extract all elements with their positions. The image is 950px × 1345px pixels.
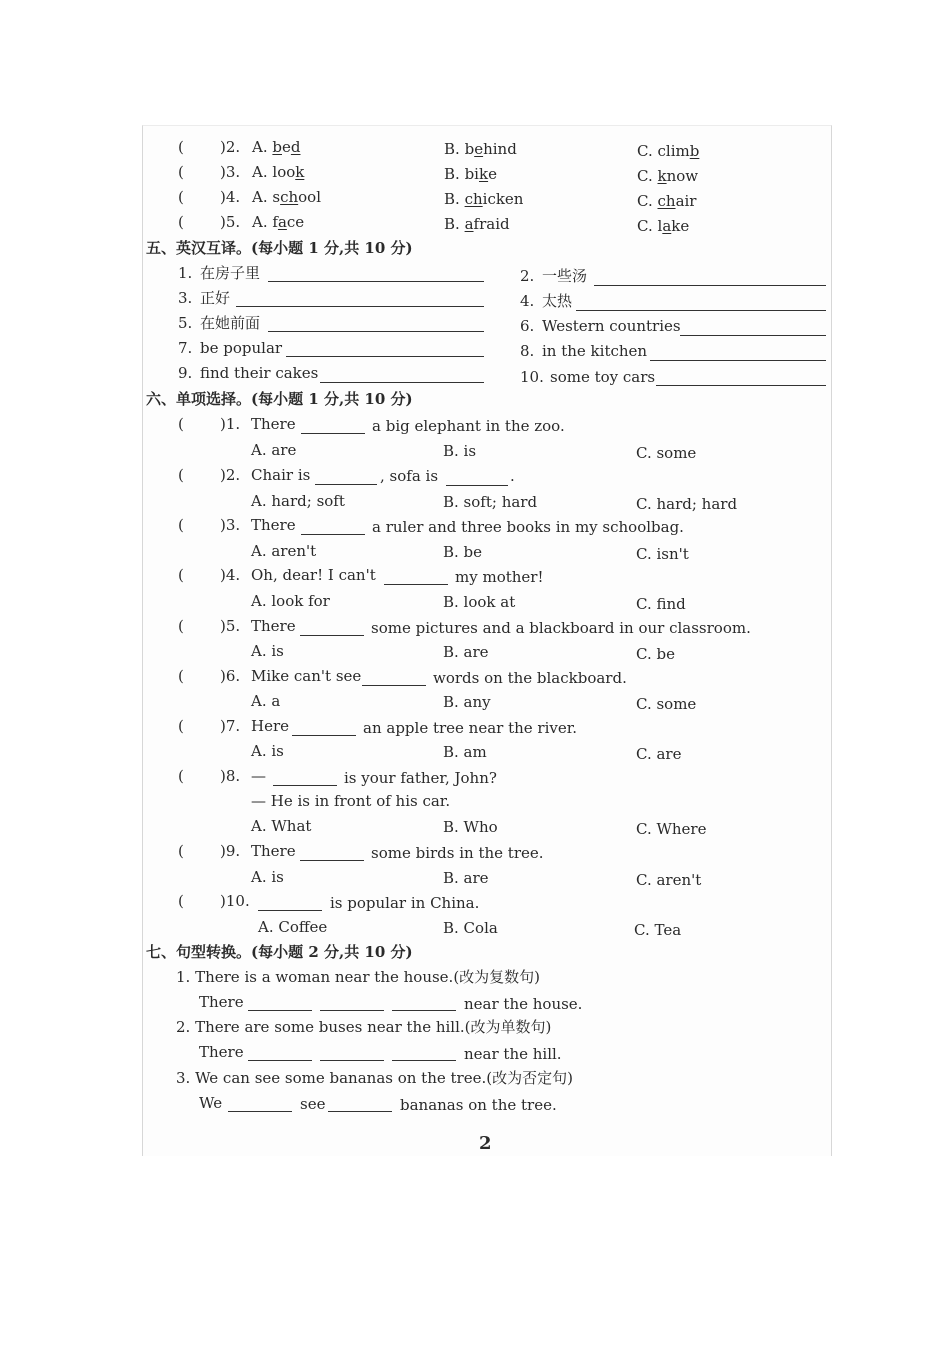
question-text: . [510, 467, 515, 485]
answer-blank[interactable] [273, 785, 337, 786]
question-text: some birds in the tree. [371, 844, 544, 862]
question-text: is popular in China. [330, 894, 480, 912]
option-b: B. chicken [444, 190, 524, 208]
question-text: There [251, 415, 296, 433]
page-number: 2 [479, 1133, 492, 1154]
question-text: Here [251, 717, 290, 735]
option-b: B. Cola [443, 919, 498, 937]
option-a: A. Coffee [258, 918, 328, 936]
answer-blank[interactable] [328, 1111, 392, 1112]
answer-paren: ( [178, 415, 184, 433]
option-b: B. be [443, 543, 483, 561]
answer-blank[interactable] [392, 1060, 456, 1061]
option-c: C. are [636, 745, 682, 763]
item-text: 正好 [200, 289, 231, 307]
answer-blank[interactable] [228, 1111, 292, 1112]
question-number: )4. [220, 566, 241, 584]
question-text: There [199, 993, 244, 1011]
answer-blank[interactable] [258, 910, 322, 911]
item-text: 太热 [542, 292, 573, 310]
item-number: 2. [520, 267, 535, 285]
option-c: C. some [636, 695, 697, 713]
option-a: A. aren't [251, 542, 317, 560]
item-text: Western countries [542, 317, 681, 335]
answer-blank[interactable] [320, 1060, 384, 1061]
option-b: B. any [443, 693, 491, 711]
question-number: )4. [220, 188, 241, 206]
question-text: 2. There are some buses near the hill.(改为单数句) [176, 1018, 552, 1036]
item-text: be popular [200, 339, 283, 357]
answer-paren: ( [178, 466, 184, 484]
answer-blank[interactable] [392, 1010, 456, 1011]
answer-paren: ( [178, 667, 184, 685]
answer-blank[interactable] [384, 584, 448, 585]
option-b: B. look at [443, 593, 516, 611]
answer-paren: ( [178, 213, 184, 231]
question-text: There [251, 516, 296, 534]
question-text: a big elephant in the zoo. [372, 417, 565, 435]
option-a: A. hard; soft [251, 492, 345, 510]
option-c: C. aren't [636, 871, 702, 889]
question-text: an apple tree near the river. [363, 719, 578, 737]
answer-blank[interactable] [320, 382, 484, 383]
item-text: 在她前面 [200, 314, 261, 332]
option-a: A. look [252, 163, 305, 181]
question-text: bananas on the tree. [400, 1096, 557, 1114]
option-c: C. know [637, 167, 699, 185]
question-text: There [251, 842, 296, 860]
item-number: 10. [520, 368, 544, 386]
option-c: C. Where [636, 820, 707, 838]
question-text: , sofa is [380, 467, 439, 485]
question-text: — [251, 767, 266, 785]
option-a: A. is [251, 868, 284, 886]
item-text: find their cakes [200, 364, 319, 382]
answer-blank[interactable] [268, 331, 484, 332]
option-a: A. are [251, 441, 297, 459]
question-number: )9. [220, 842, 241, 860]
answer-paren: ( [178, 717, 184, 735]
answer-blank[interactable] [576, 310, 826, 311]
answer-paren: ( [178, 617, 184, 635]
answer-paren: ( [178, 842, 184, 860]
question-text: is your father, John? [344, 769, 497, 787]
question-text: see [300, 1095, 326, 1113]
answer-blank[interactable] [248, 1060, 312, 1061]
option-c: C. lake [637, 217, 690, 235]
option-a: A. is [251, 742, 284, 760]
question-text: There [199, 1043, 244, 1061]
option-b: B. are [443, 869, 489, 887]
option-a: A. school [252, 188, 322, 206]
question-text: We [199, 1094, 223, 1112]
answer-blank[interactable] [286, 356, 484, 357]
question-text: my mother! [455, 568, 544, 586]
option-a: A. What [251, 817, 312, 835]
answer-blank[interactable] [315, 484, 377, 485]
answer-blank[interactable] [656, 385, 826, 386]
item-text: some toy cars [550, 368, 656, 386]
answer-blank[interactable] [236, 306, 484, 307]
item-number: 9. [178, 364, 193, 382]
option-b: B. am [443, 743, 487, 761]
item-number: 6. [520, 317, 535, 335]
option-b: B. Who [443, 818, 498, 836]
answer-blank[interactable] [292, 735, 356, 736]
item-text: in the kitchen [542, 342, 648, 360]
item-number: 4. [520, 292, 535, 310]
question-text: 3. We can see some bananas on the tree.(改为否定句) [176, 1069, 573, 1087]
question-text: Mike can't see [251, 667, 362, 685]
answer-paren: ( [178, 188, 184, 206]
question-number: )10. [220, 892, 250, 910]
answer-blank[interactable] [268, 281, 484, 282]
item-text: 在房子里 [200, 264, 261, 282]
option-a: A. is [251, 642, 284, 660]
option-c: C. chair [637, 192, 697, 210]
option-c: C. some [636, 444, 697, 462]
item-number: 7. [178, 339, 193, 357]
answer-blank[interactable] [320, 1010, 384, 1011]
question-number: )7. [220, 717, 241, 735]
answer-paren: ( [178, 163, 184, 181]
answer-paren: ( [178, 767, 184, 785]
answer-blank[interactable] [594, 285, 826, 286]
answer-paren: ( [178, 892, 184, 910]
question-number: )2. [220, 466, 241, 484]
answer-blank[interactable] [362, 685, 426, 686]
option-c: C. isn't [636, 545, 689, 563]
option-a: A. a [251, 692, 281, 710]
option-c: C. Tea [634, 921, 682, 939]
question-text: some pictures and a blackboard in our classroom. [371, 619, 751, 637]
question-text: near the house. [464, 995, 583, 1013]
question-text: — He is in front of his car. [251, 792, 451, 810]
option-c: C. find [636, 595, 686, 613]
option-b: B. afraid [444, 215, 510, 233]
option-b: B. are [443, 643, 489, 661]
answer-paren: ( [178, 138, 184, 156]
option-b: B. behind [444, 140, 517, 158]
question-number: )3. [220, 163, 241, 181]
option-b: B. bike [444, 165, 497, 183]
question-number: )1. [220, 415, 241, 433]
answer-blank[interactable] [301, 534, 365, 535]
question-number: )5. [220, 213, 241, 231]
question-text: words on the blackboard. [433, 669, 627, 687]
item-number: 5. [178, 314, 193, 332]
item-number: 1. [178, 264, 193, 282]
item-number: 3. [178, 289, 193, 307]
option-c: C. hard; hard [636, 495, 738, 513]
question-number: )2. [220, 138, 241, 156]
section-title: 五、英汉互译。(每小题 1 分,共 10 分) [146, 239, 413, 257]
answer-blank[interactable] [650, 360, 826, 361]
section-title: 七、句型转换。(每小题 2 分,共 10 分) [146, 943, 413, 961]
item-number: 8. [520, 342, 535, 360]
question-number: )8. [220, 767, 241, 785]
option-a: A. bed [252, 138, 301, 156]
answer-paren: ( [178, 516, 184, 534]
answer-blank[interactable] [446, 485, 508, 486]
answer-blank[interactable] [300, 860, 364, 861]
option-c: C. climb [637, 142, 700, 160]
question-number: )5. [220, 617, 241, 635]
option-b: B. soft; hard [443, 493, 538, 511]
question-text: near the hill. [464, 1045, 562, 1063]
option-b: B. is [443, 442, 477, 460]
question-number: )3. [220, 516, 241, 534]
question-text: a ruler and three books in my schoolbag. [372, 518, 684, 536]
question-text: 1. There is a woman near the house.(改为复数句) [176, 968, 541, 986]
option-a: A. look for [251, 592, 330, 610]
answer-blank[interactable] [680, 335, 826, 336]
question-text: Chair is [251, 466, 311, 484]
answer-paren: ( [178, 566, 184, 584]
question-text: Oh, dear! I can't [251, 566, 376, 584]
answer-blank[interactable] [300, 635, 364, 636]
option-c: C. be [636, 645, 675, 663]
answer-blank[interactable] [301, 433, 365, 434]
option-a: A. face [252, 213, 305, 231]
question-text: There [251, 617, 296, 635]
question-number: )6. [220, 667, 241, 685]
item-text: 一些汤 [542, 267, 588, 285]
answer-blank[interactable] [248, 1010, 312, 1011]
section-title: 六、单项选择。(每小题 1 分,共 10 分) [146, 390, 413, 408]
